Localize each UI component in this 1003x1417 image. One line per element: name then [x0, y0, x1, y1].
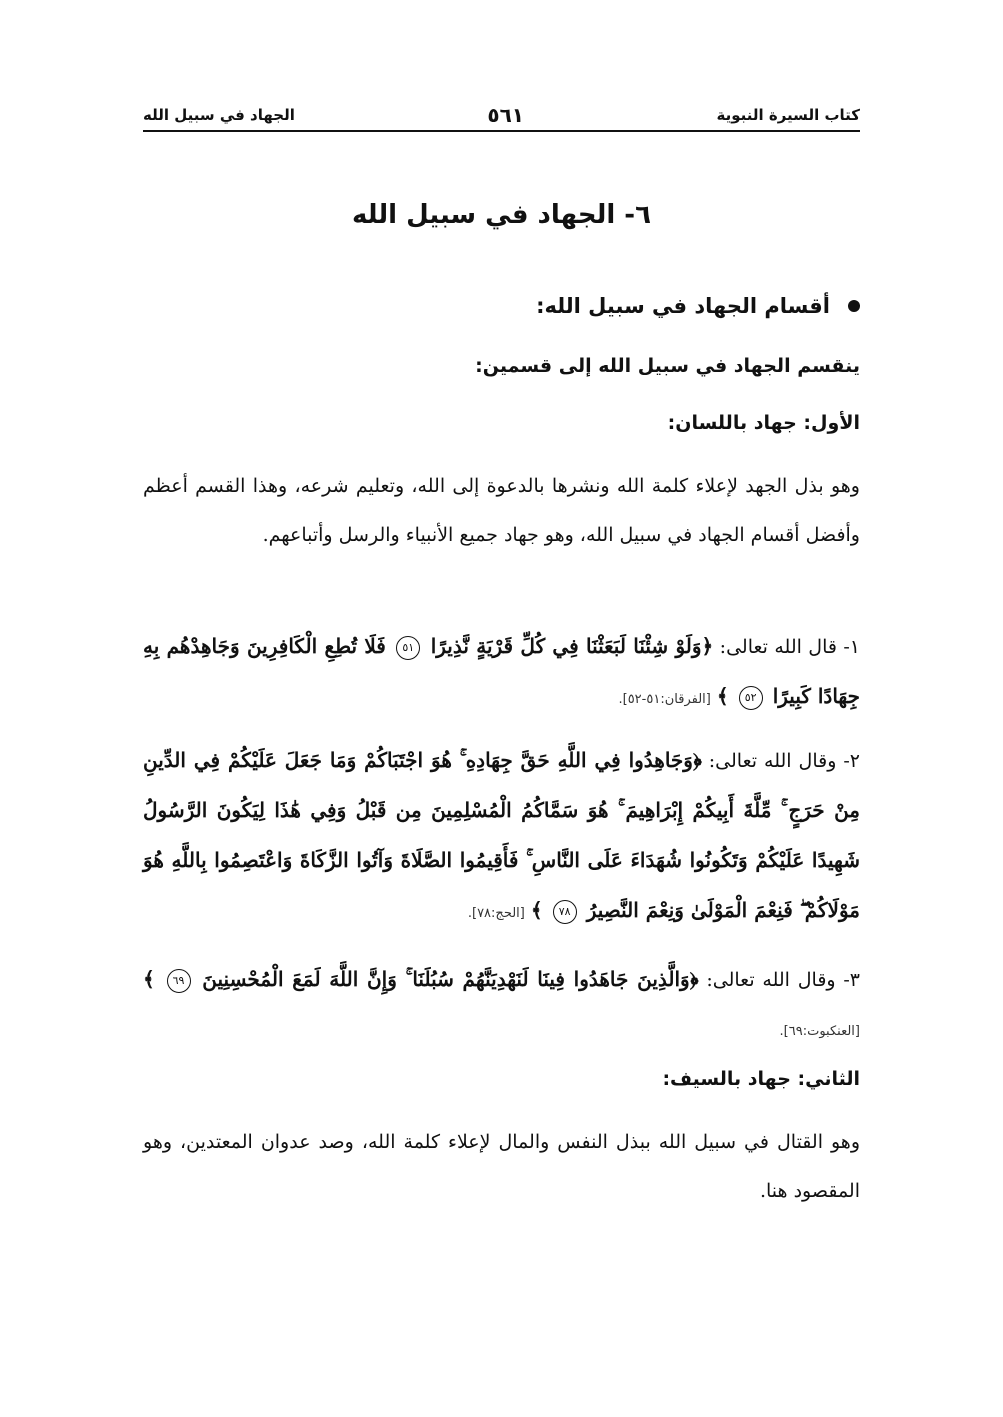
verse-reference: [الحج:٧٨]. — [467, 906, 525, 921]
verse-prefix: ١- قال الله تعالى: — [713, 636, 860, 658]
section-heading — [143, 294, 860, 318]
verse-item-1 — [143, 622, 860, 724]
ayah-number: ٦٩ — [167, 969, 191, 993]
second-paragraph: وهو القتال في سبيل الله ببذل النفس والمال لإعلاء كلمة الله، وصد عدوان المعتدين، وهو المقصود هنا. — [143, 1131, 860, 1202]
section-heading-text: أقسام الجهاد في سبيل الله: — [536, 294, 830, 318]
first-paragraph: وهو بذل الجهد لإعلاء كلمة الله ونشرها بالدعوة إلى الله، وتعليم شرعه، وهذا القسم أعظم وأفضل أقسام الجهاد في سبيل الله، وهو جهاد جميع الأنبياء والرسل وأتباعهم. — [143, 475, 860, 546]
quran-text: فَلَا تُطِعِ الْكَافِرِينَ وَجَاهِدْهُم بِهِ جِهَادًا كَبِيرًا — [143, 634, 860, 708]
quran-close: ﴾ — [530, 898, 543, 922]
ayah-number: ٥٢ — [739, 686, 763, 710]
verse-reference: [العنكبوت:٦٩]. — [779, 1024, 860, 1039]
first-heading: الأول: جهاد باللسان: — [667, 412, 860, 434]
verse-item-3 — [143, 955, 860, 1056]
verse-prefix: ٢- وقال الله تعالى: — [701, 750, 860, 772]
header-chapter-title: الجهاد في سبيل الله — [143, 106, 295, 124]
ayah-number: ٥١ — [396, 636, 420, 660]
verse-item-2 — [143, 736, 860, 938]
quran-close: ﴾ — [716, 684, 729, 708]
running-header — [143, 100, 860, 130]
header-book-title: كتاب السيرة النبوية — [716, 106, 860, 124]
verse-reference: [الفرقان:٥١-٥٢]. — [618, 692, 711, 707]
quran-text: ﴿وَلَوْ شِئْنَا لَبَعَثْنَا فِي كُلِّ قَرْيَةٍ نَّذِيرًا — [430, 634, 714, 658]
quran-text: ﴿وَجَاهِدُوا فِي اللَّهِ حَقَّ جِهَادِهِ ۚ هُوَ اجْتَبَاكُمْ وَمَا جَعَلَ عَلَيْكُمْ فِي الدِّينِ مِنْ حَرَجٍ ۚ مِّلَّةَ أَبِيكُمْ إِبْرَاهِيمَ ۚ هُوَ سَمَّاكُمُ الْمُسْلِمِينَ مِن قَبْلُ وَفِي هَٰذَا لِيَكُونَ الرَّسُولُ شَهِيدًا عَلَيْكُمْ وَتَكُونُوا شُهَدَاءَ عَلَى النَّاسِ ۚ فَأَقِيمُوا الصَّلَاةَ وَآتُوا الزَّكَاةَ وَاعْتَصِمُوا بِاللَّهِ هُوَ مَوْلَاكُمْ ۖ فَنِعْمَ الْمَوْلَىٰ وَنِعْمَ النَّصِيرُ — [143, 748, 861, 922]
ayah-number: ٧٨ — [553, 900, 577, 924]
quran-close: ﴾ — [143, 967, 155, 991]
verse-prefix: ٣- وقال الله تعالى: — [698, 969, 860, 991]
header-rule — [143, 130, 860, 132]
quran-text: ﴿وَالَّذِينَ جَاهَدُوا فِينَا لَنَهْدِيَنَّهُمْ سُبُلَنَا ۚ وَإِنَّ اللَّهَ لَمَعَ الْمُحْسِنِينَ — [202, 967, 699, 991]
page-number: ٥٦١ — [487, 103, 524, 127]
chapter-title: ٦- الجهاد في سبيل الله — [352, 200, 651, 230]
second-heading: الثاني: جهاد بالسيف: — [662, 1068, 860, 1090]
bullet-icon — [848, 300, 860, 312]
intro-line: ينقسم الجهاد في سبيل الله إلى قسمين: — [475, 355, 860, 377]
